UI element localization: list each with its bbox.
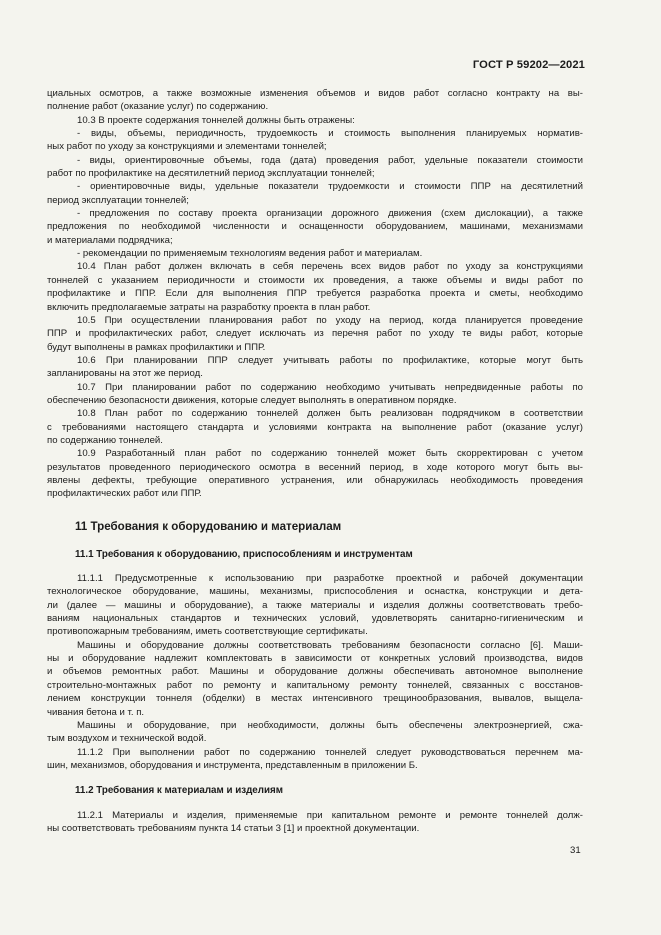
section-11-heading: 11 Требования к оборудованию и материалам bbox=[75, 519, 342, 533]
text-line: противопожарным требованиям, иметь соответствующие сертификаты. bbox=[47, 626, 368, 638]
clause-10-4: 10.4 План работ должен включать в себя перечень всех видов работ по уходу за конструкциями bbox=[77, 261, 583, 273]
clause-10-3: 10.3 В проекте содержания тоннелей должны быть отражены: bbox=[77, 114, 355, 126]
text-line: результатов проведенного периодического осмотра в весенний период, в ходе которого могут быть вы- bbox=[47, 461, 583, 473]
subsection-11-2-heading: 11.2 Требования к материалам и изделиям bbox=[75, 785, 283, 797]
page-number: 31 bbox=[570, 845, 581, 856]
clause-10-5: 10.5 При осуществлении планирования работ по уходу на период, когда планируется проведение bbox=[77, 314, 583, 326]
text-line: запланированы на этот же период. bbox=[47, 368, 203, 380]
text-line: работ по профилактике на десятилетний период эксплуатации тоннелей; bbox=[47, 168, 375, 180]
standard-header: ГОСТ Р 59202—2021 bbox=[472, 59, 585, 71]
text-line: технологическое оборудование, машины, механизмы, приспособления и оснастка, конструкции и дета- bbox=[47, 586, 583, 598]
clause-11-1-1: 11.1.1 Предусмотренные к использованию при разработке проектной и рабочей документации bbox=[77, 573, 583, 585]
list-item: - ориентировочные виды, удельные показатели трудоемкости и стоимости ППР на десятилетний bbox=[77, 181, 583, 193]
text-line: шин, механизмов, оборудования и инструмента, представленным в приложении Б. bbox=[47, 759, 418, 771]
text-line: с требованиями настоящего стандарта и условиями контракта на выполнение работ (оказание услуг) bbox=[47, 421, 583, 433]
text-line: предложения по необходимой численности и оснащенности оборудованием, машинами, механизмами bbox=[47, 221, 583, 233]
list-item: - рекомендации по применяемым технологиям ведения работ и материалам. bbox=[77, 248, 423, 260]
text-line: явлены дефекты, требующие оперативного устранения, или обнаружилась необходимость проведения bbox=[47, 474, 583, 486]
paragraph-start: Машины и оборудование, при необходимости, должны быть обеспечены электроэнергией, сжа- bbox=[77, 719, 583, 731]
text-line: период эксплуатации тоннелей; bbox=[47, 194, 189, 206]
text-line: ли (далее — машины и оборудование), а также материалы и изделия должны соответствовать требо- bbox=[47, 599, 583, 611]
clause-11-1-2: 11.1.2 При выполнении работ по содержанию тоннелей следует руководствоваться перечнем ма- bbox=[77, 746, 583, 758]
text-line: обеспечению безопасности движения, которые следует выполнять в оперативном порядке. bbox=[47, 394, 457, 406]
clause-10-8: 10.8 План работ по содержанию тоннелей должен быть реализован подрядчиком в соответствии bbox=[77, 408, 583, 420]
text-line: лением конструкции тоннеля (обделки) в местах интенсивного трещинообразования, вывалов, выщела- bbox=[47, 693, 583, 705]
clause-10-6: 10.6 При планировании ППР следует учитывать работы по профилактике, которые могут быть bbox=[77, 354, 583, 366]
text-line: ваниям национальных стандартов и технических условий, удовлетворять санитарно-гигиеническим и bbox=[47, 613, 583, 625]
text-line: ППР и профилактических работ, следует исключать из перечня работ по уходу те виды работ, которые bbox=[47, 328, 583, 340]
text-line: профилактике и ППР. Если для выполнения ППР требуется разработка проекта и сметы, необходимо bbox=[47, 288, 583, 300]
text-line: полнение работ (оказание услуг) по содержанию. bbox=[47, 101, 269, 113]
text-line: тым воздухом и технической водой. bbox=[47, 733, 207, 745]
text-line: будут выполнены в рамках профилактики и ППР. bbox=[47, 341, 266, 353]
text-line: тоннелей с указанием периодичности и стоимости их проведения, а также объемы и виды работ по bbox=[47, 274, 583, 286]
text-line: и объемов ремонтных работ. Машины и оборудование должны обеспечивать автономное выполнение bbox=[47, 666, 583, 678]
clause-11-2-1: 11.2.1 Материалы и изделия, применяемые при капитальном ремонте и ремонте тоннелей долж- bbox=[77, 809, 583, 821]
text-line: по содержанию тоннелей. bbox=[47, 434, 163, 446]
text-line: профилактических работ или ППР. bbox=[47, 488, 202, 500]
list-item: - виды, объемы, периодичность, трудоемкость и стоимость выполнения планируемых норматив- bbox=[77, 128, 583, 140]
text-line: и материалами подрядчика; bbox=[47, 234, 173, 246]
text-line: ных работ по уходу за конструкциями и элементами тоннелей; bbox=[47, 141, 327, 153]
text-line: ны и оборудование надлежит комплектовать в зависимости от конкретных условий производства, видов bbox=[47, 653, 583, 665]
list-item: - предложения по составу проекта организации дорожного движения (схем дислокации), а также bbox=[77, 208, 583, 220]
text-line: чивания бетона и т. п. bbox=[47, 706, 145, 718]
text-line: ны соответствовать требованиям пункта 14 статьи 3 [1] и проектной документации. bbox=[47, 822, 420, 834]
subsection-11-1-heading: 11.1 Требования к оборудованию, приспособлениям и инструментам bbox=[75, 548, 413, 560]
list-item: - виды, ориентировочные объемы, года (дата) проведения работ, удельные показатели стоимости bbox=[77, 154, 583, 166]
page-body bbox=[47, 87, 583, 835]
clause-10-9: 10.9 Разработанный план работ по содержанию тоннелей может быть скорректирован с учетом bbox=[77, 448, 583, 460]
clause-10-7: 10.7 При планировании работ по содержанию необходимо учитывать непредвиденные работы по bbox=[77, 381, 583, 393]
text-line: строительно-монтажных работ по ремонту и капитальному ремонту тоннелей, связанных с восстанов- bbox=[47, 679, 583, 691]
text-line: включить предполагаемые затраты на разработку проекта в план работ. bbox=[47, 301, 371, 313]
paragraph-start: Машины и оборудование должны соответствовать требованиям безопасности согласно [6]. Маши- bbox=[77, 639, 583, 651]
text-line: циальных осмотров, а также возможные изменения объемов и видов работ согласно контракту на вы- bbox=[47, 88, 583, 99]
